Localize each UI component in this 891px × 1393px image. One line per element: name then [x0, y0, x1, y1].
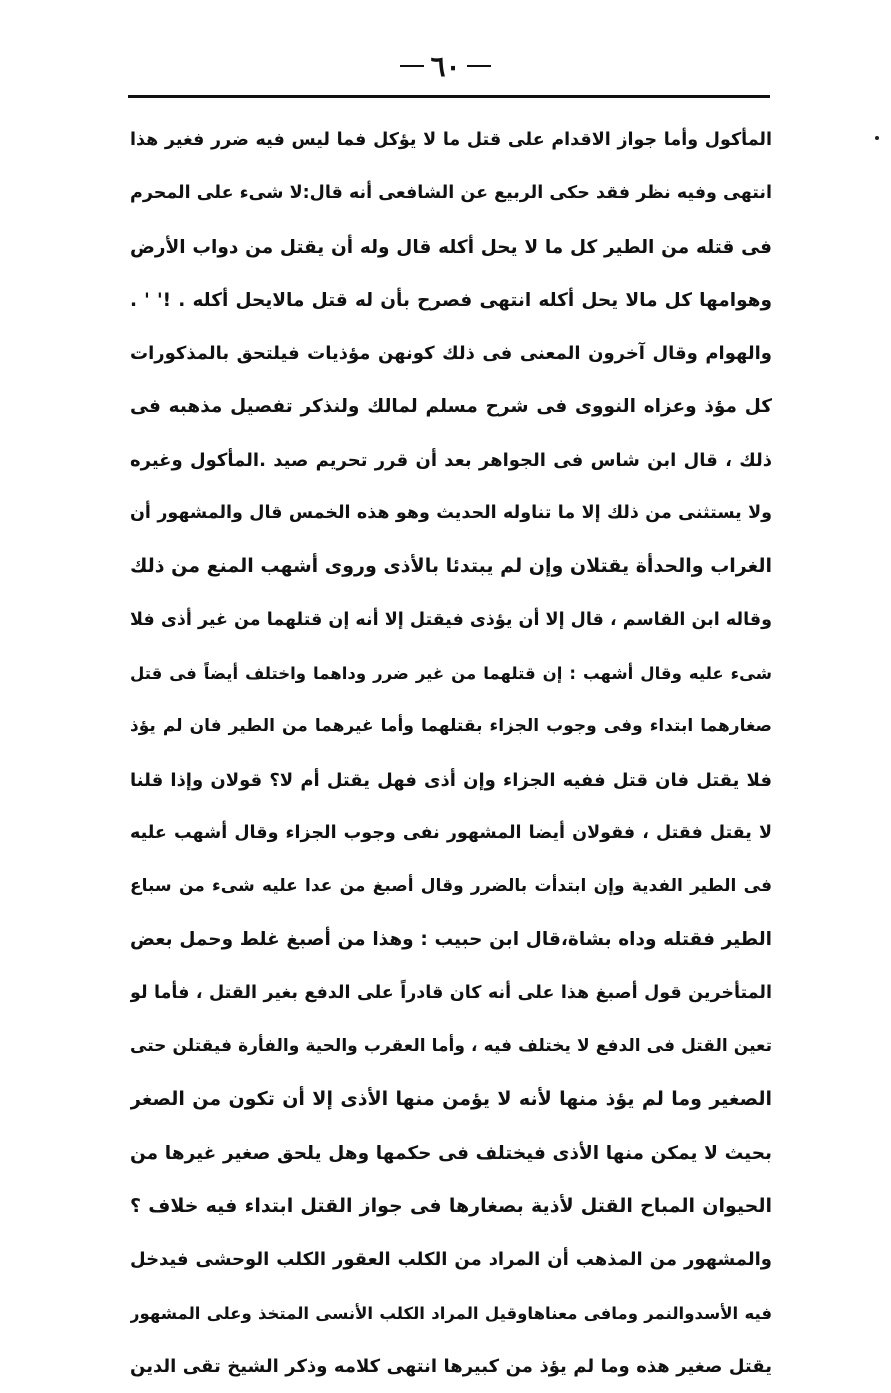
- text-line: الغراب والحدأة يقتلان وإن لم يبتدئا بالأذى وروى أشهب المنع من ذلك: [130, 555, 772, 578]
- text-line: لا يقتل فقتل ، فقولان أيضا المشهور نفى وجوب الجزاء وقال أشهب عليه: [130, 822, 772, 843]
- text-line: والمشهور من المذهب أن المراد من الكلب العقور الكلب الوحشى فيدخل: [130, 1249, 772, 1271]
- text-line: والهوام وقال آخرون المعنى فى ذلك كونهن مؤذيات فيلتحق بالمذكورات: [130, 343, 772, 365]
- text-line: صغارهما ابتداء وفى وجوب الجزاء بقتلهما وأما غيرهما من الطير فان لم يؤذ: [130, 716, 772, 737]
- text-line: المأكول وأما جواز الاقدام على قتل ما لا يؤكل فما ليس فيه ضرر فغير هذا: [130, 130, 772, 150]
- text-line: فلا يقتل فان قتل ففيه الجزاء وإن أذى فهل يقتل أم لا؟ قولان وإذا قلنا: [130, 769, 772, 791]
- header-dash-right: [467, 65, 491, 67]
- body-text: [130, 114, 772, 1393]
- margin-mark: [875, 136, 879, 140]
- header-dash-left: [400, 65, 424, 67]
- text-line: الطير فقتله وداه بشاة،قال ابن حبيب : وهذا من أصبغ غلط وحمل بعض: [130, 929, 772, 951]
- text-line: المتأخرين قول أصبغ هذا على أنه كان قادراً على الدفع بغير القتل ، فأما لو: [130, 982, 772, 1003]
- text-line: الحيوان المباح القتل لأذية بصغارها فى جواز القتل ابتداء فيه خلاف ؟: [130, 1194, 772, 1217]
- text-line: فى الطير الفدية وإن ابتدأت بالضرر وقال أصبغ من عدا عليه شىء من سباع: [130, 876, 772, 897]
- text-line: شىء عليه وقال أشهب : إن قتلهما من غير ضرر وداهما واختلف أيضاً فى قتل: [130, 663, 772, 683]
- text-line: ولا يستثنى من ذلك إلا ما تناوله الحديث وهو هذه الخمس قال والمشهور أن: [130, 503, 772, 524]
- header-rule: [128, 95, 770, 98]
- text-line: انتهى وفيه نظر فقد حكى الربيع عن الشافعى أنه قال:لا شىء على المحرم: [130, 183, 772, 204]
- text-line: ذلك ، قال ابن شاس فى الجواهر بعد أن قرر تحريم صيد .المأكول وغيره: [130, 449, 772, 471]
- text-line: يقتل صغير هذه وما لم يؤذ من كبيرها انتهى كلامه وذكر الشيخ تقى الدين: [130, 1355, 772, 1377]
- text-line: تعين القتل فى الدفع لا يختلف فيه ، وأما العقرب والحية والفأرة فيقتلن حتى: [130, 1036, 772, 1057]
- page-header: [0, 46, 891, 86]
- text-line: وقاله ابن القاسم ، قال إلا أن يؤذى فيقتل إلا أنه إن قتلهما من غير أذى فلا: [130, 609, 772, 630]
- text-line: فى قتله من الطير كل ما لا يحل أكله قال وله أن يقتل من دواب الأرض: [130, 236, 772, 258]
- text-line: الصغير وما لم يؤذ منها لأنه لا يؤمن منها الأذى إلا أن تكون من الصغر: [130, 1088, 772, 1111]
- text-line: بحيث لا يمكن منها الأذى فيختلف فى حكمها وهل يلحق صغير غيرها من: [130, 1142, 772, 1164]
- text-line: وهوامها كل مالا يحل أكله انتهى فصرح بأن له قتل مالايحل أكله . !' ' .: [130, 289, 772, 311]
- text-line: كل مؤذ وعزاه النووى فى شرح مسلم لمالك ولنذكر تفصيل مذهبه فى: [130, 396, 772, 418]
- text-line: فيه الأسدوالنمر ومافى معناهاوقيل المراد الكلب الأنسى المتخذ وعلى المشهور: [130, 1303, 772, 1323]
- page-number: ٦٠: [430, 49, 461, 83]
